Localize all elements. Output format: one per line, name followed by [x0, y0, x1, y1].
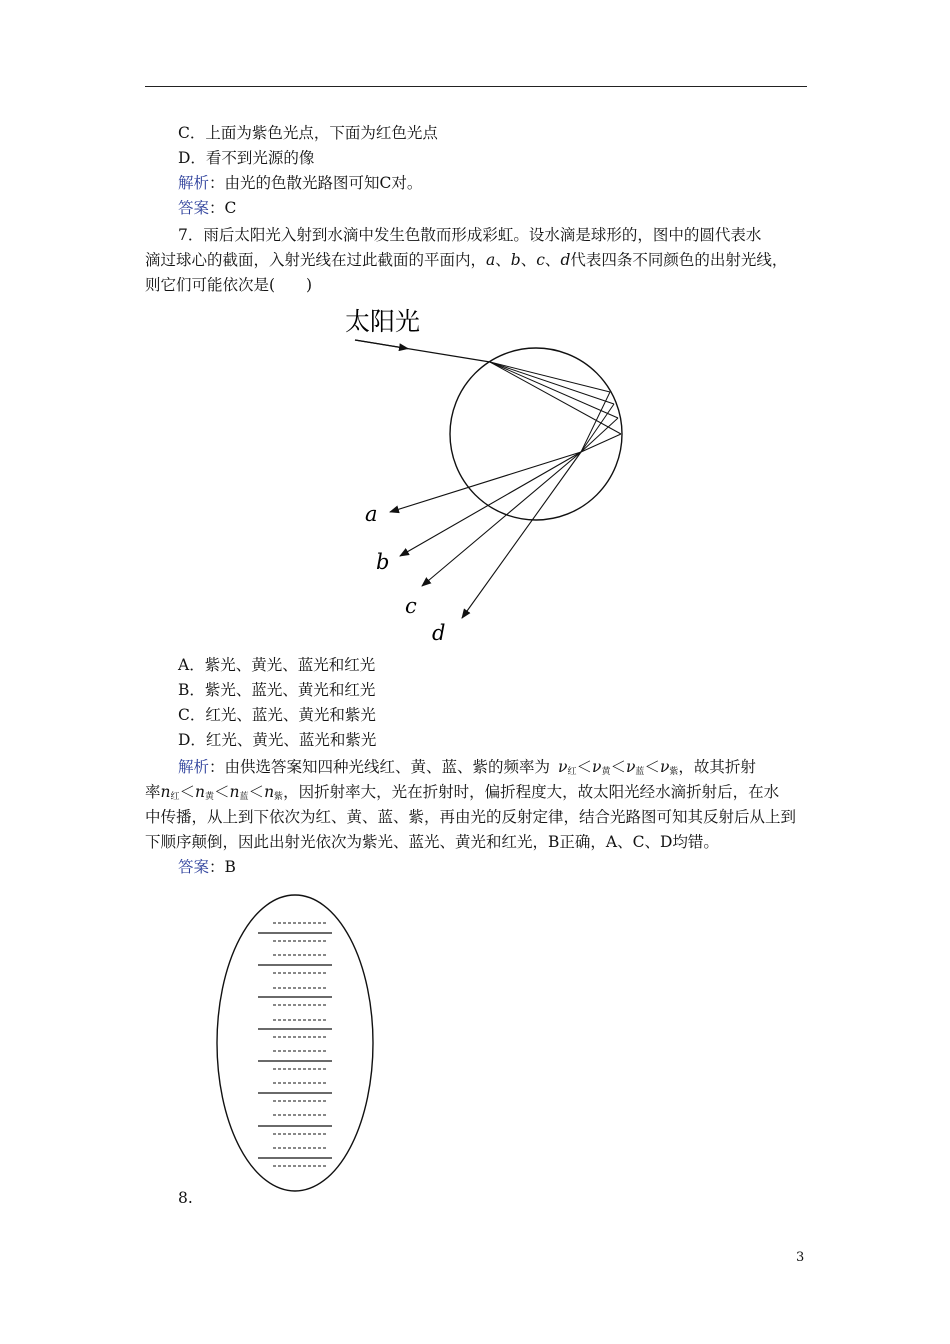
- header-rule: [145, 86, 807, 87]
- q7-option-a: A．紫光、黄光、蓝光和红光: [178, 656, 376, 674]
- ray-label-c: c: [405, 594, 417, 618]
- q8-number: 8.: [178, 1189, 193, 1207]
- raindrop-dispersion-figure: [330, 300, 650, 650]
- option-c: C．上面为紫色光点，下面为红色光点: [178, 124, 438, 142]
- q7-analysis-line1: 解析：由供选答案知四种光线红、黄、蓝、紫的频率为 $\nu_红<\nu_黄<\nu_蓝<\nu_紫$，故其折射: [178, 758, 756, 777]
- ray-c: [422, 452, 581, 586]
- q7-stem-line3: 则它们可能依次是( ): [145, 276, 313, 294]
- q8-ellipse-figure: [215, 893, 380, 1201]
- page-number: 3: [796, 1250, 805, 1265]
- q7-analysis-line4: 下顺序颠倒，因此出射光依次为紫光、蓝光、黄光和红光，B正确，A、C、D均错。: [145, 833, 719, 851]
- answer-line: [178, 198, 236, 218]
- ellipse-outline: [217, 895, 373, 1191]
- q7-option-c: C．红光、蓝光、黄光和紫光: [178, 706, 376, 724]
- ray-d: [462, 452, 581, 618]
- ray-label-a: a: [365, 502, 378, 526]
- ray-b: [400, 452, 581, 556]
- ray-label-b: b: [376, 550, 390, 574]
- stratified-layers: [258, 923, 332, 1166]
- internal-rays: [490, 362, 621, 452]
- q7-option-b: B．紫光、蓝光、黄光和红光: [178, 681, 376, 699]
- incident-arrow: [355, 340, 408, 349]
- ray-label-d: d: [432, 621, 446, 645]
- option-d: D．看不到光源的像: [178, 149, 315, 167]
- q7-option-d: D．红光、黄光、蓝光和紫光: [178, 731, 377, 749]
- analysis-line: [178, 173, 422, 193]
- q7-answer-line: 答案：B: [178, 858, 236, 876]
- q7-stem-line2: 滴过球心的截面，入射光线在过此截面的平面内，a、b、c、d代表四条不同颜色的出射光线，: [145, 251, 788, 269]
- answer-text: ：C: [209, 199, 237, 217]
- analysis-text: ：由光的色散光路图可知C对。: [209, 174, 423, 192]
- q7-analysis-line2: 率$n_红<n_黄<n_蓝<n_紫$，因折射率大，光在折射时，偏折程度大，故太阳光经水滴折射后，在水: [145, 783, 780, 802]
- sunlight-label: 太阳光: [345, 307, 421, 336]
- q7-stem-line1: 7．雨后太阳光入射到水滴中发生色散而形成彩虹。设水滴是球形的，图中的圆代表水: [178, 226, 762, 244]
- q7-analysis-line3: 中传播，从上到下依次为红、黄、蓝、紫，再由光的反射定律，结合光路图可知其反射后从上到: [145, 808, 797, 826]
- answer-label: 答案: [178, 199, 210, 217]
- analysis-label: 解析: [178, 174, 210, 192]
